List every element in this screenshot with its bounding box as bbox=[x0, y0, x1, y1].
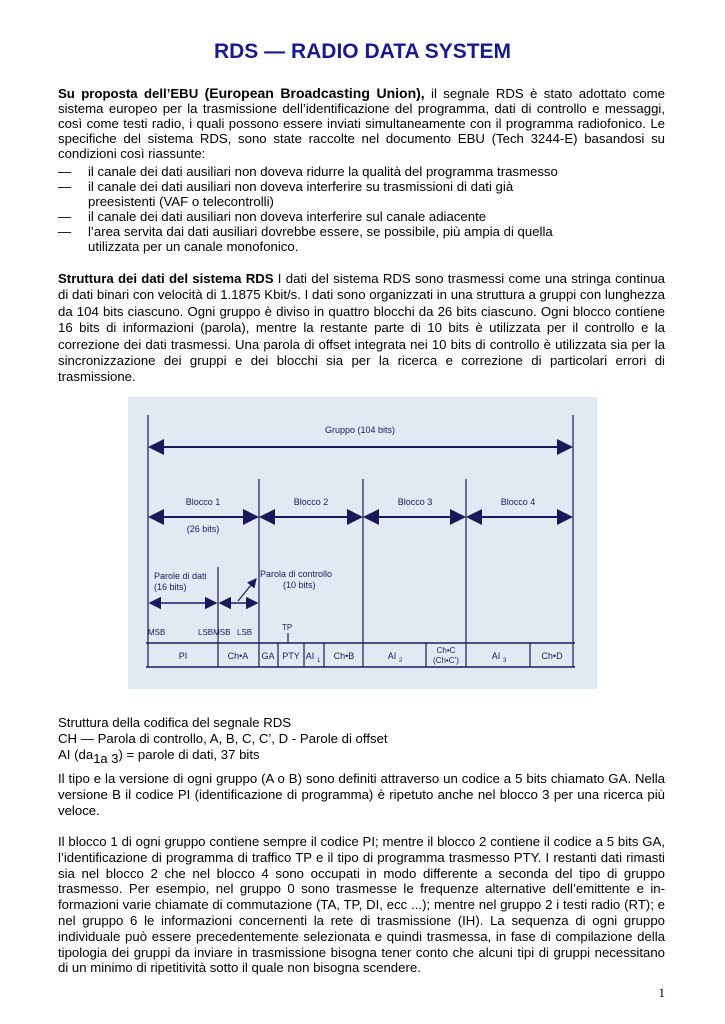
block-3-label: Blocco 3 bbox=[397, 497, 433, 507]
group-label: Gruppo (104 bits) bbox=[324, 425, 396, 435]
condition-text: il canale dei dati ausiliari non doveva interferire sul canale adiacente bbox=[88, 209, 487, 224]
intro-lead-ebu: (European Broadcasting Union), bbox=[204, 85, 425, 101]
condition-text-cont: preesistenti (VAF o telecontrolli) bbox=[88, 194, 274, 209]
condition-item bbox=[58, 224, 665, 239]
data-words-label: Parole di dati bbox=[154, 571, 207, 581]
versions-paragraph: Il tipo e la versione di ogni gruppo (A o B) sono definiti attraverso un codice a 5 bits chiamato GA. Nella versione B il codice PI (identificazione di programma) è ripetuto anche nel blocco 3 per una ricerca più veloce. bbox=[58, 771, 665, 818]
condition-text-cont: utilizzata per un canale monofonico. bbox=[88, 239, 299, 254]
intro-lead: Su proposta dell’EBU bbox=[58, 86, 205, 101]
lsb-label: LSB bbox=[237, 628, 253, 637]
dash: — bbox=[58, 164, 72, 179]
caption-text: ) = parole di dati, 37 bits bbox=[118, 747, 260, 762]
condition-item bbox=[58, 179, 665, 194]
cell-ch-a: Ch•A bbox=[227, 651, 249, 661]
intro-paragraph bbox=[58, 86, 665, 161]
control-word-bits: (10 bits) bbox=[283, 580, 316, 590]
cell-pty: PTY bbox=[282, 651, 300, 661]
caption-line: CH — Parola di controllo, A, B, C, C’, D - Parole di offset bbox=[58, 731, 388, 746]
data-words-bits: (16 bits) bbox=[154, 582, 187, 592]
msb-label: MSB bbox=[148, 628, 166, 637]
dash: — bbox=[58, 224, 72, 239]
structure-paragraph bbox=[58, 271, 665, 386]
lsb-msb-label: LSBMSB bbox=[198, 628, 231, 637]
structure-text: I dati del sistema RDS sono trasmessi come una stringa continua di dati binari con velocità di 1.1875 Kbit/s. I dati sono organizzati in una struttura a gruppi con lunghezza da 104 bits ciascuno. Ogni gruppo è diviso in quattro blocchi da 26 bits ciascuno. Ogni blocco contiene 16 bits di informazioni (parola), mentre la restante parte di 10 bits è utilizzata per il controllo e la correzione dei dati trasmessi. Una parola di offset integrata nei 10 bits di controllo è utilizzata sia per la sincronizzazione dei gruppi e dei blocchi sia per la ricerca e correzione di particolari errori di trasmissione. bbox=[58, 271, 665, 385]
cell-ga: GA bbox=[261, 651, 275, 661]
cell-ch-c-prime: (Ch•C’) bbox=[433, 656, 459, 665]
figure-caption bbox=[58, 715, 665, 767]
cell-ai2: AI bbox=[387, 651, 397, 661]
page-number: 1 bbox=[658, 985, 665, 1000]
control-word-label: Parola di controllo bbox=[260, 569, 333, 579]
condition-item bbox=[58, 209, 665, 224]
cell-pi: PI bbox=[178, 651, 188, 661]
dash: — bbox=[58, 209, 72, 224]
block-2-label: Blocco 2 bbox=[293, 497, 329, 507]
tp-label: TP bbox=[282, 623, 293, 632]
block-bits-label: (26 bits) bbox=[186, 524, 220, 534]
structure-heading: Struttura dei dati del sistema RDS bbox=[58, 271, 274, 286]
condition-text: l’area servita dai dati ausiliari dovrebbe essere, se possibile, più ampia di quella bbox=[88, 224, 553, 239]
condition-item bbox=[58, 164, 665, 179]
caption-line bbox=[58, 747, 665, 767]
cell-ai1-sub: 1 bbox=[317, 658, 321, 664]
block-4-label: Blocco 4 bbox=[500, 497, 536, 507]
pointer-arrow bbox=[238, 579, 256, 601]
condition-text: il canale dei dati ausiliari non doveva ridurre la qualità del programma trasmesso bbox=[88, 164, 558, 179]
caption-line: Struttura della codifica del segnale RDS bbox=[58, 715, 292, 730]
dash: — bbox=[58, 179, 72, 194]
rds-group-diagram bbox=[128, 397, 597, 689]
intro-text: il segnale RDS è stato adottato come sistema europeo per la trasmissione dell’identificazione del programma, dati di controllo e messaggi, così come testi radio, i quali possono essere inviati simultaneamente con il programma radiofonico. Le specifiche del sistema RDS, sono state raccolte nel documento EBU (Tech 3244-E) basandosi su condizioni così riassunte: bbox=[58, 86, 665, 161]
condition-text: il canale dei dati ausiliari non doveva interferire su trasmissioni di dati già bbox=[88, 179, 514, 194]
cell-ai2-sub: 2 bbox=[399, 658, 403, 664]
cell-ch-b: Ch•B bbox=[333, 651, 355, 661]
page-title: RDS — RADIO DATA SYSTEM bbox=[213, 40, 512, 63]
caption-text: AI (da bbox=[58, 747, 94, 762]
cell-ch-d: Ch•D bbox=[541, 651, 563, 661]
blocks-paragraph: Il blocco 1 di ogni gruppo contiene sempre il codice PI; mentre il blocco 2 contiene il codice a 5 bits GA, l’identificazione di programma di traffico TP e il tipo di programma trasmesso PTY. I restanti dati rimasti sia nel blocco 2 che nel blocco 4 sono occupati in modo differente a seconda del tipo di gruppo trasmesso. Per esempio, nel gruppo 0 sono trasmesse le frequenze alternative dell’emittente e in-formazioni varie chiamate di commutazione (TA, TP, DI, ecc ...); mentre nel gruppo 2 i testi radio (RT); e nel gruppo 6 le informazioni concernenti la rete di trasmissione (IH). La sequenza di ogni gruppo individuale può essere precedentemente selezionata e quindi trasmessa, in fase di compilazione della tipologia dei gruppi da inviare in trasmissione bisogna tener conto che alcuni tipi di gruppi necessitano di un minimo di ripetitività sotto il quale non bisogna scendere. bbox=[58, 834, 665, 976]
conditions-list bbox=[58, 164, 665, 254]
cell-ai3: AI bbox=[491, 651, 501, 661]
cell-ai1: AI bbox=[305, 651, 315, 661]
cell-ch-c: Ch•C bbox=[436, 646, 456, 655]
block-1-label: Blocco 1 bbox=[185, 497, 221, 507]
caption-subscript: 1a 3 bbox=[93, 751, 119, 766]
cell-ai3-sub: 3 bbox=[503, 658, 507, 664]
